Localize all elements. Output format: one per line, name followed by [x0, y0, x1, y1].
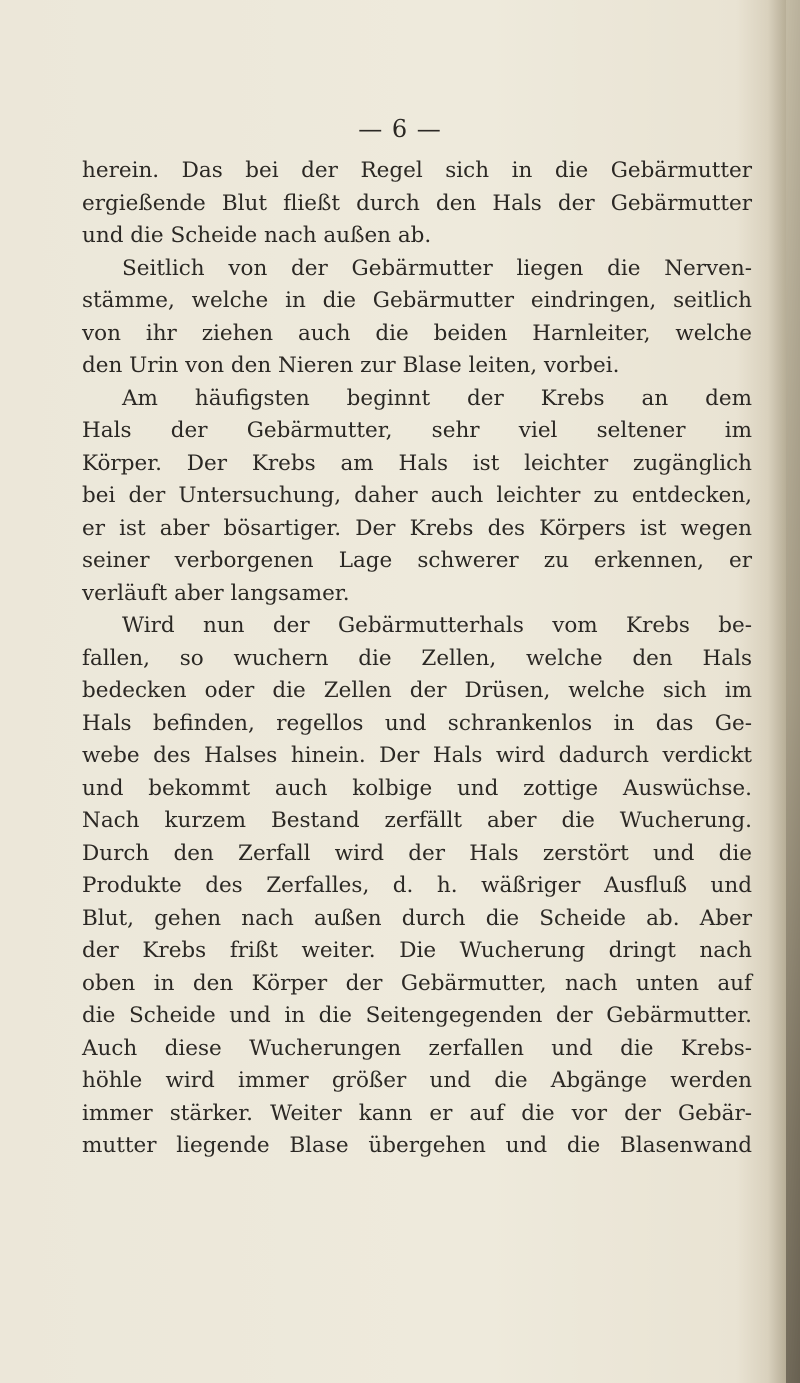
- text-line: oben in den Körper der Gebärmutter, nach unten auf: [82, 970, 752, 996]
- page-number: — 6 —: [358, 115, 442, 143]
- text-line: Wird nun der Gebärmutterhals vom Krebs be-: [122, 613, 752, 638]
- text-line: Hals der Gebärmutter, sehr viel seltener im: [82, 418, 752, 443]
- text-line: fallen, so wuchern die Zellen, welche den Hals: [82, 645, 752, 671]
- text-line: Blut, gehen nach außen durch die Scheide ab. Aber: [82, 905, 752, 931]
- text-line: mutter liegende Blase übergehen und die Blasenwand: [82, 1133, 752, 1158]
- text-line: webe des Halses hinein. Der Hals wird dadurch verdickt: [82, 743, 752, 768]
- text-line: verläuft aber langsamer.: [82, 580, 350, 606]
- text-line: und die Scheide nach außen ab.: [82, 223, 432, 248]
- text-line: stämme, welche in die Gebärmutter eindringen, seitlich: [82, 288, 752, 313]
- text-line: Nach kurzem Bestand zerfällt aber die Wucherung.: [82, 808, 752, 833]
- text-line: seiner verborgenen Lage schwerer zu erkennen, er: [82, 548, 752, 573]
- text-line: von ihr ziehen auch die beiden Harnleiter, welche: [82, 320, 752, 346]
- text-line: Körper. Der Krebs am Hals ist leichter zugänglich: [82, 450, 752, 476]
- text-line: den Urin von den Nieren zur Blase leiten, vorbei.: [82, 353, 620, 378]
- text-line: höhle wird immer größer und die Abgänge werden: [82, 1068, 752, 1093]
- text-line: und bekommt auch kolbige und zottige Auswüchse.: [82, 775, 752, 801]
- body-text: [82, 155, 752, 1163]
- text-line: Durch den Zerfall wird der Hals zerstört und die: [82, 840, 752, 866]
- text-line: immer stärker. Weiter kann er auf die vor der Gebär-: [82, 1100, 752, 1126]
- text-line: Hals befinden, regellos und schrankenlos in das Ge-: [82, 710, 752, 736]
- text-line: bei der Untersuchung, daher auch leichter zu entdecken,: [82, 483, 752, 508]
- text-line: er ist aber bösartiger. Der Krebs des Körpers ist wegen: [82, 515, 752, 541]
- text-line: herein. Das bei der Regel sich in die Gebärmutter: [82, 158, 752, 183]
- text-line: Seitlich von der Gebärmutter liegen die Nerven-: [122, 255, 752, 281]
- text-line: bedecken oder die Zellen der Drüsen, welche sich im: [82, 678, 752, 703]
- text-line: Am häufigsten beginnt der Krebs an dem: [122, 385, 752, 411]
- text-line: Produkte des Zerfalles, d. h. wäßriger Ausfluß und: [82, 873, 752, 898]
- text-line: der Krebs frißt weiter. Die Wucherung dringt nach: [82, 938, 752, 963]
- page-edge-shadow: [786, 0, 800, 1383]
- text-line: ergießende Blut fließt durch den Hals der Gebärmutter: [82, 190, 752, 216]
- text-line: Auch diese Wucherungen zerfallen und die Krebs-: [82, 1035, 752, 1061]
- text-line: die Scheide und in die Seitengegenden der Gebärmutter.: [82, 1003, 752, 1028]
